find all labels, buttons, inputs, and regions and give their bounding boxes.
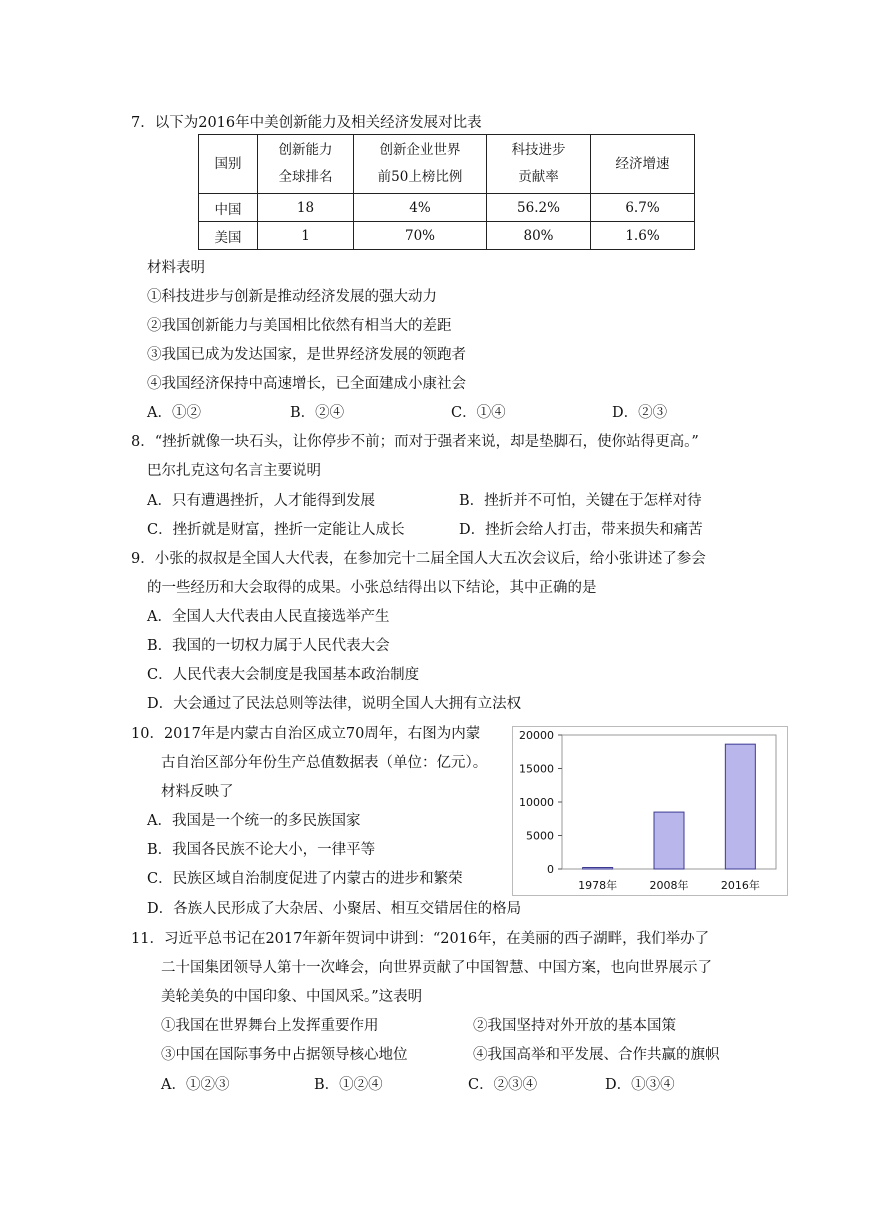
- q7-option-c[interactable]: C．①④: [451, 405, 506, 421]
- q10-stem-line: 古自治区部分年份生产总值数据表（单位：亿元）。: [161, 755, 488, 771]
- q9-option-a[interactable]: A．全国人大代表由人民直接选举产生: [147, 609, 390, 625]
- table-cell: 1: [258, 222, 354, 250]
- bar-2008年: [654, 812, 684, 869]
- table-cell: 18: [258, 194, 354, 222]
- q10-option-b[interactable]: B．我国各民族不论大小，一律平等: [147, 842, 376, 858]
- x-tick-label: 2016年: [720, 879, 760, 892]
- table-row: [199, 194, 695, 222]
- q8-option-c[interactable]: C．挫折就是财富，挫折一定能让人成长: [147, 522, 405, 538]
- y-tick-label: 5000: [526, 829, 554, 843]
- table-header-row: [199, 135, 695, 194]
- y-tick-label: 15000: [519, 762, 554, 776]
- table-cell: 6.7%: [591, 194, 695, 222]
- table-header-cell: 创新企业世界 前50上榜比例: [354, 135, 487, 194]
- y-tick-label: 10000: [519, 796, 554, 809]
- table-cell: 美国: [199, 222, 258, 250]
- q9-option-d[interactable]: D．大会通过了民法总则等法律，说明全国人大拥有立法权: [147, 696, 522, 712]
- table-cell: 4%: [354, 194, 487, 222]
- q8-stem-line: 8．“挫折就像一块石头，让你停步不前；而对于强者来说，却是垫脚石，使你站得更高。”: [131, 434, 699, 450]
- q11-statement: ④我国高举和平发展、合作共赢的旗帜: [473, 1047, 720, 1063]
- q10-stem-line: 材料反映了: [161, 784, 234, 800]
- q7-statement: ③我国已成为发达国家，是世界经济发展的领跑者: [147, 347, 466, 363]
- x-tick-label: 1978年: [578, 879, 618, 892]
- y-tick-label: 20000: [519, 729, 554, 742]
- q11-statement: ②我国坚持对外开放的基本国策: [473, 1018, 676, 1034]
- q9-stem-line: 9．小张的叔叔是全国人大代表，在参加完十二届全国人大五次会议后，给小张讲述了参会: [131, 551, 706, 567]
- q11-option-a[interactable]: A．①②③: [161, 1077, 230, 1093]
- gdp-bar-chart: [512, 726, 788, 896]
- q10-stem-line: 10．2017年是内蒙古自治区成立70周年，右图为内蒙: [131, 726, 481, 742]
- q11-option-d[interactable]: D．①③④: [605, 1077, 675, 1093]
- x-tick-label: 2008年: [649, 879, 689, 892]
- table-header-cell: 国别: [199, 135, 258, 194]
- q7-option-b[interactable]: B．②④: [290, 405, 345, 421]
- q7-option-d[interactable]: D．②③: [612, 405, 668, 421]
- comparison-table: [198, 134, 695, 250]
- q10-option-d[interactable]: D．各族人民形成了大杂居、小聚居、相互交错居住的格局: [147, 901, 522, 917]
- table-header-cell: 创新能力 全球排名: [258, 135, 354, 194]
- table-cell: 80%: [487, 222, 591, 250]
- q9-option-c[interactable]: C．人民代表大会制度是我国基本政治制度: [147, 667, 420, 683]
- table-header-cell: 科技进步 贡献率: [487, 135, 591, 194]
- q11-statement: ③中国在国际事务中占据领导核心地位: [161, 1047, 408, 1063]
- q7-lead: 材料表明: [147, 260, 205, 276]
- q8-option-d[interactable]: D．挫折会给人打击，带来损失和痛苦: [459, 522, 703, 538]
- q11-option-c[interactable]: C．②③④: [468, 1077, 538, 1093]
- table-cell: 70%: [354, 222, 487, 250]
- q9-option-b[interactable]: B．我国的一切权力属于人民代表大会: [147, 638, 390, 654]
- q8-option-a[interactable]: A．只有遭遇挫折，人才能得到发展: [147, 493, 375, 509]
- q7-statement: ②我国创新能力与美国相比依然有相当大的差距: [147, 318, 452, 334]
- q10-option-c[interactable]: C．民族区域自治制度促进了内蒙古的进步和繁荣: [147, 871, 463, 887]
- q8-option-b[interactable]: B．挫折并不可怕，关键在于怎样对待: [459, 493, 702, 509]
- q7-statement: ④我国经济保持中高速增长，已全面建成小康社会: [147, 376, 466, 392]
- bar-1978年: [583, 868, 613, 870]
- q9-stem-line: 的一些经历和大会取得的成果。小张总结得出以下结论，其中正确的是: [147, 580, 597, 596]
- q11-option-b[interactable]: B．①②④: [314, 1077, 383, 1093]
- q7-option-a[interactable]: A．①②: [147, 405, 201, 421]
- table-row: [199, 222, 695, 250]
- table-header-cell: 经济增速: [591, 135, 695, 194]
- q11-stem-line: 美轮美奂的中国印象、中国风采。”这表明: [161, 989, 423, 1005]
- q8-stem-line: 巴尔扎克这句名言主要说明: [147, 463, 321, 479]
- table-cell: 中国: [199, 194, 258, 222]
- table-cell: 1.6%: [591, 222, 695, 250]
- bar-2016年: [725, 744, 755, 869]
- q7-statement: ①科技进步与创新是推动经济发展的强大动力: [147, 289, 437, 305]
- q10-option-a[interactable]: A．我国是一个统一的多民族国家: [147, 813, 361, 829]
- q11-stem-line: 11．习近平总书记在2017年新年贺词中讲到：“2016年，在美丽的西子湖畔，我们举办了: [131, 931, 710, 947]
- q11-stem-line: 二十国集团领导人第十一次峰会，向世界贡献了中国智慧、中国方案，也向世界展示了: [161, 960, 712, 976]
- table-cell: 56.2%: [487, 194, 591, 222]
- y-tick-label: 0: [547, 863, 554, 876]
- q7-stem: 7．以下为2016年中美创新能力及相关经济发展对比表: [131, 115, 482, 131]
- q11-statement: ①我国在世界舞台上发挥重要作用: [161, 1018, 379, 1034]
